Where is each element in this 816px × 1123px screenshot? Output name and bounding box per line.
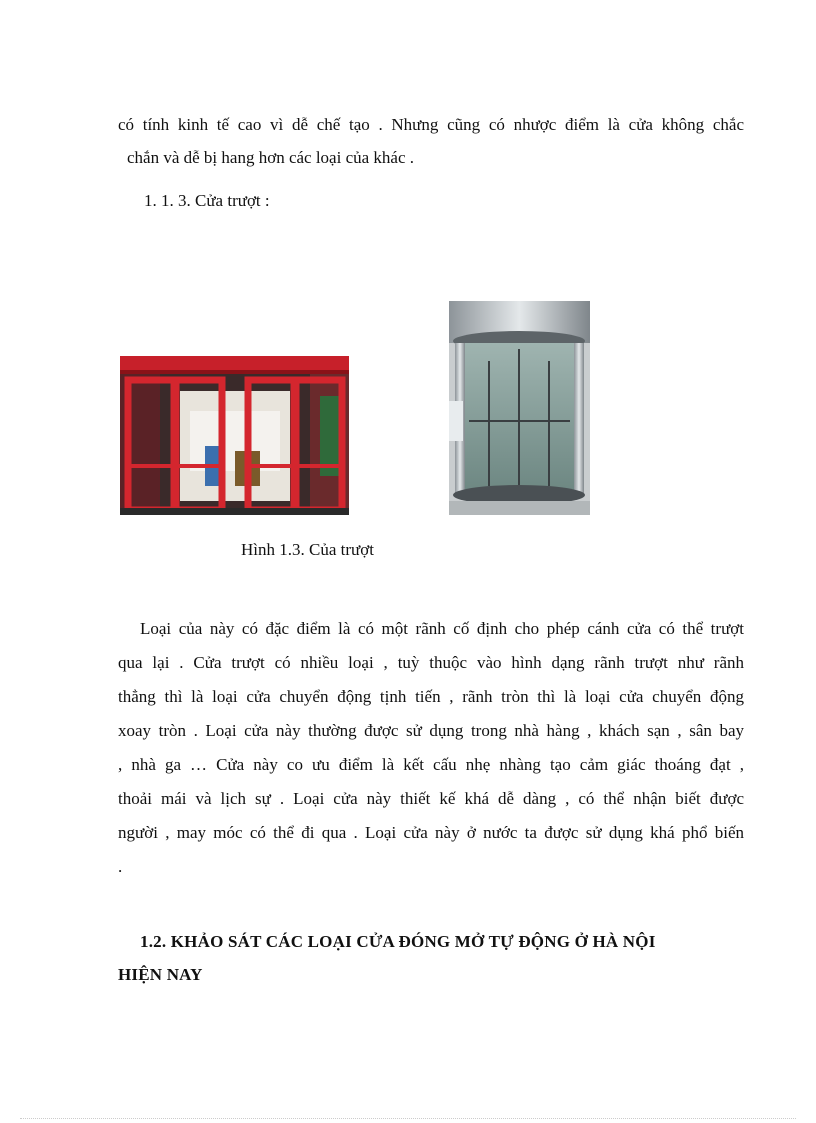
paragraph-line-5: , nhà ga … Cửa này co ưu điểm là kết cấu nhẹ nhàng tạo cảm giác thoáng đạt ,	[118, 755, 744, 774]
paragraph-line-7: người , may móc có thể đi qua . Loại cửa này ở nước ta được sử dụng khá phổ biến	[118, 823, 744, 842]
paragraph-line-3: thẳng thì là loại cửa chuyển động tịnh tiến , rãnh tròn thì là loại cửa chuyển động	[118, 687, 744, 706]
section-heading-line-2: HIỆN NAY	[118, 965, 203, 984]
paragraph-line-8: .	[118, 857, 123, 876]
revolving-door-illustration	[449, 301, 590, 515]
paragraph-line-6: thoải mái và lịch sự . Loại cửa này thiết kế khá dễ dàng , có thể nhận biết được	[118, 789, 744, 808]
sliding-door-photo	[120, 356, 349, 515]
section-heading-line-1: 1.2. KHẢO SÁT CÁC LOẠI CỬA ĐÓNG MỞ TỰ ĐỘNG Ở HÀ NỘI	[140, 932, 656, 951]
paragraph-line-2: qua lại . Cửa trượt có nhiều loại , tuỳ thuộc vào hình dạng rãnh trượt như rãnh	[118, 653, 744, 672]
page-bottom-rule	[20, 1118, 796, 1119]
intro-line-1: có tính kinh tế cao vì dễ chế tạo . Nhưng cũng có nhược điểm là cửa không chắc	[118, 115, 744, 134]
figure-caption: Hình 1.3. Của trượt	[241, 540, 374, 559]
revolving-door-photo	[449, 301, 590, 515]
paragraph-line-1: Loại của này có đặc điểm là có một rãnh cố định cho phép cánh cửa có thể trượt	[140, 619, 744, 638]
paragraph-line-4: xoay tròn . Loại cửa này thường được sử dụng trong nhà hàng , khách sạn , sân bay	[118, 721, 744, 740]
intro-line-2: chắn và dễ bị hang hơn các loại của khác .	[127, 148, 414, 167]
section-title: 1. 1. 3. Cửa trượt :	[144, 191, 270, 210]
sliding-door-illustration	[120, 356, 349, 515]
